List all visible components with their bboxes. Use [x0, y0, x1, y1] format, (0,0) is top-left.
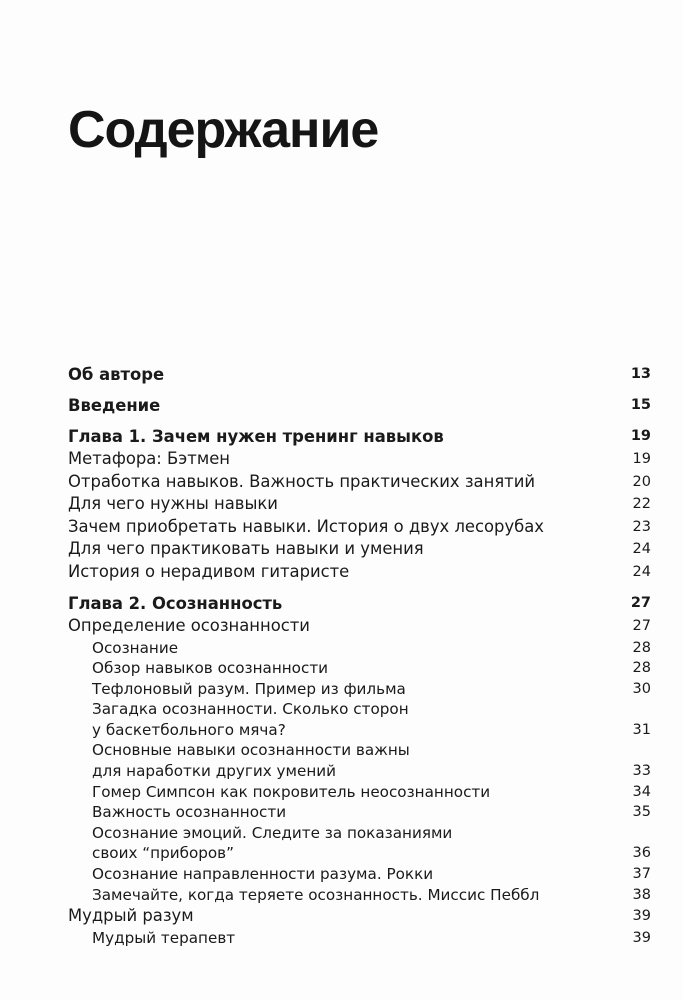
toc-subentry: [68, 638, 651, 659]
toc-entry-page: 33: [632, 763, 651, 780]
toc-entry-title: Замечайте, когда теряете осознанность. Миссис Пеббл: [92, 885, 540, 904]
toc-entry-page: 19: [632, 451, 651, 467]
toc-entry-title: Основные навыки осознанности важны для наработки других умений: [92, 741, 410, 781]
toc-entry-title: История о нерадивом гитаристе: [68, 561, 350, 581]
toc-entry-title: Гомер Симпсон как покровитель неосознанности: [92, 782, 491, 801]
toc-entry: [68, 905, 651, 928]
toc-entry-title: Глава 2. Осознанность: [68, 594, 283, 613]
toc-entry-title: Для чего нужны навыки: [68, 494, 278, 513]
toc-subentry: [68, 823, 651, 864]
toc-entry: [68, 538, 651, 561]
toc-entry-page: 28: [632, 660, 651, 677]
toc-entry-page: 27: [630, 595, 651, 611]
toc-entry-title: Загадка осознанности. Сколько сторон у баскетбольного мяча?: [92, 700, 409, 739]
toc-subentry: [68, 802, 651, 823]
toc-entry-title: Определение осознанности: [68, 616, 310, 635]
toc-entry-title: Обзор навыков осознанности: [92, 659, 329, 678]
toc-entry-title: Зачем приобретать навыки. История о двух лесорубах: [68, 516, 545, 536]
toc-entry-page: 39: [632, 929, 651, 946]
toc-entry-title: Метафора: Бэтмен: [68, 449, 230, 468]
toc-entry: [68, 561, 651, 584]
toc-entry-page: 23: [632, 518, 651, 535]
toc-entry-page: 19: [630, 428, 651, 444]
toc-entry-title: Введение: [68, 396, 161, 415]
toc-entry-title: Мудрый разум: [68, 906, 194, 926]
toc-entry: [68, 615, 651, 638]
toc-entry-title: Глава 1. Зачем нужен тренинг навыков: [68, 427, 444, 446]
toc-subentry: [68, 928, 651, 949]
toc-entry-page: 28: [632, 639, 651, 656]
toc-entry-page: 37: [632, 866, 651, 883]
toc-entry-title: Мудрый терапевт: [92, 928, 236, 947]
toc-subentry: [68, 699, 651, 740]
toc-entry-page: 13: [630, 366, 651, 382]
toc-entry-page: 24: [632, 541, 651, 557]
toc-subentry: [68, 740, 651, 781]
toc-entry-page: 30: [632, 680, 651, 697]
toc-entry-page: 34: [632, 783, 651, 800]
toc-entry: [68, 471, 651, 494]
toc-entry-page: 24: [632, 563, 651, 580]
toc-subentry: [68, 658, 651, 679]
toc-entry-chapter-1: [68, 425, 651, 448]
toc-entry-page: 31: [632, 721, 651, 738]
toc-entry-page: 38: [632, 886, 651, 903]
toc-entry: [68, 493, 651, 516]
toc-subentry: [68, 885, 651, 906]
toc-entry-page: 35: [632, 804, 651, 821]
toc-entry: [68, 516, 651, 539]
toc-entry: [68, 448, 651, 471]
toc-entry-title: Осознание эмоций. Следите за показаниями своих “приборов”: [92, 823, 453, 863]
toc-entry-title: Для чего практиковать навыки и умения: [68, 539, 424, 558]
toc-entry-page: 22: [632, 496, 651, 512]
toc-subentry: [68, 679, 651, 700]
toc-entry-page: 36: [632, 845, 651, 862]
toc-entry-about-author: [68, 363, 651, 386]
toc-entry-title: Об авторе: [68, 365, 165, 384]
toc-entry-page: 39: [632, 908, 651, 925]
toc-entry-title: Осознание: [92, 638, 179, 657]
toc-subentry: [68, 782, 651, 803]
toc-entry-introduction: [68, 394, 651, 417]
toc-entry-title: Тефлоновый разум. Пример из фильма: [92, 679, 406, 698]
table-of-contents: [68, 363, 651, 948]
toc-entry-page: 20: [632, 473, 651, 490]
toc-entry-title: Важность осознанности: [92, 803, 287, 822]
toc-entry-chapter-2: [68, 592, 651, 615]
toc-entry-title: Отработка навыков. Важность практических занятий: [68, 471, 536, 491]
toc-subentry: [68, 864, 651, 885]
page-title: Содержание: [68, 101, 379, 159]
toc-entry-title: Осознание направленности разума. Рокки: [92, 865, 434, 884]
toc-entry-page: 15: [630, 397, 651, 413]
toc-entry-page: 27: [632, 618, 651, 634]
